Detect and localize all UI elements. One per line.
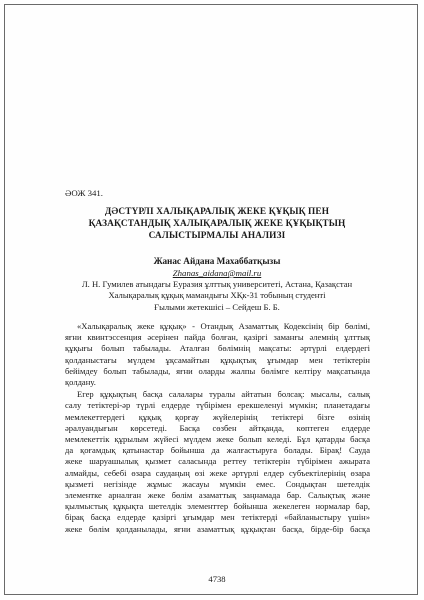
body-line: бейімдеу болып табылады, яғни оларды жалпы бөлімге келтіру мақсатында (65, 365, 370, 376)
body-line: жеке бөлім қолданылады, яғни азаматтық құқықтан басқа, бірде-бір басқа (65, 523, 370, 534)
body-line: элементке арналған жеке бөлім азаматтық заңнамада бар. Салықтық және (65, 490, 370, 501)
paragraph-1 (65, 321, 370, 388)
body-line: қолдану. (65, 377, 96, 388)
body-line: әралуандығын көрсетеді. Басқа сөзбен айтқанда, көптеген елдерде (65, 422, 370, 433)
body-line: яғни квинтэссенция әсерінен пайда болған, қазіргі заманғы әлемнің ұлттық (65, 332, 370, 343)
body-line: жеке шаруашылық қызмет саласында реттеу тетіктерін түбірімен ажырата (65, 456, 370, 467)
body-line: да қоғамдық қатынастар бойынша да жалғастыруға болады. Бірақ! Сауда (65, 445, 370, 456)
affiliation-line: Л. Н. Гумилев атындағы Еуразия ұлттық университеті, Астана, Қазақстан (81, 279, 353, 289)
author-name: Жанас Айдана Махаббатқызы (153, 256, 281, 266)
title-line: ҚАЗАҚСТАНДЫҚ ХАЛЫҚАРАЛЫҚ ЖЕКЕ ҚҰҚЫҚТЫҢ (88, 218, 346, 229)
title-line: ДӘСТҮРЛІ ХАЛЫҚАРАЛЫҚ ЖЕКЕ ҚҰҚЫҚ ПЕН (104, 207, 330, 217)
article-body (65, 321, 370, 535)
body-line: құқығы болып табылады. Аталған бөлімнің мақсаты: әртүрлі елдердегі (65, 343, 370, 354)
body-line: мемлекеттік құрылым жүйесі мүлдем жеке болып келеді. Бұл қатарды басқа (65, 434, 370, 445)
affiliation-line: Халықаралық құқық мамандығы ХҚк-31 тобының студенті (108, 290, 326, 301)
udc-code: ӘОЖ 341. (65, 188, 103, 198)
affiliation-line: Ғылыми жетекшісі – Сейдеш Б. Б. (154, 301, 280, 312)
body-line: қолданыстағы мүлдем ұқсамайтын құқықтық ұғымдар мен тетіктерін (65, 354, 370, 365)
page-number: 4738 (208, 574, 226, 584)
body-line: мемлекеттердегі құқық қорғау жүйелерінің тетіктері бізге өзінің (65, 411, 370, 422)
page-frame (4, 4, 418, 595)
body-line: бірақ басқа елдерде қазіргі ұғымдар мен тетіктерді «байланыстыру үшін» (65, 512, 370, 523)
body-line: салу тетіктері-әр түрлі елдерде түбірімен ерекшеленуі мүмкін; планетадағы (65, 400, 370, 411)
body-line: «Халықаралық жеке құқық» - Отандық Азаматтық Кодексінің бір бөлімі, (77, 321, 370, 331)
body-line: алмайды, себебі өзара саудаңың өзі жеке әртүрлі елдер субъектілерінің өзара (65, 467, 370, 478)
article-title (65, 207, 369, 242)
body-line: қызметі негізінде жұмыс жасауы мүмкін емес. Сондықтан шетелдік (65, 478, 370, 489)
title-line: САЛЫСТЫРМАЛЫ АНАЛИЗІ (148, 230, 286, 241)
body-line: қылмыстық құқықта шетелдік элементтер бойынша жекелеген нормалар бар, (65, 501, 370, 512)
author-email: Zhanas_aidana@mail.ru (172, 268, 262, 278)
body-line: Егер құқықтың басқа салалары туралы айтатын болсақ: мысалы, салық (77, 389, 370, 400)
author-affiliation (65, 279, 369, 313)
paragraph-2 (65, 389, 370, 535)
